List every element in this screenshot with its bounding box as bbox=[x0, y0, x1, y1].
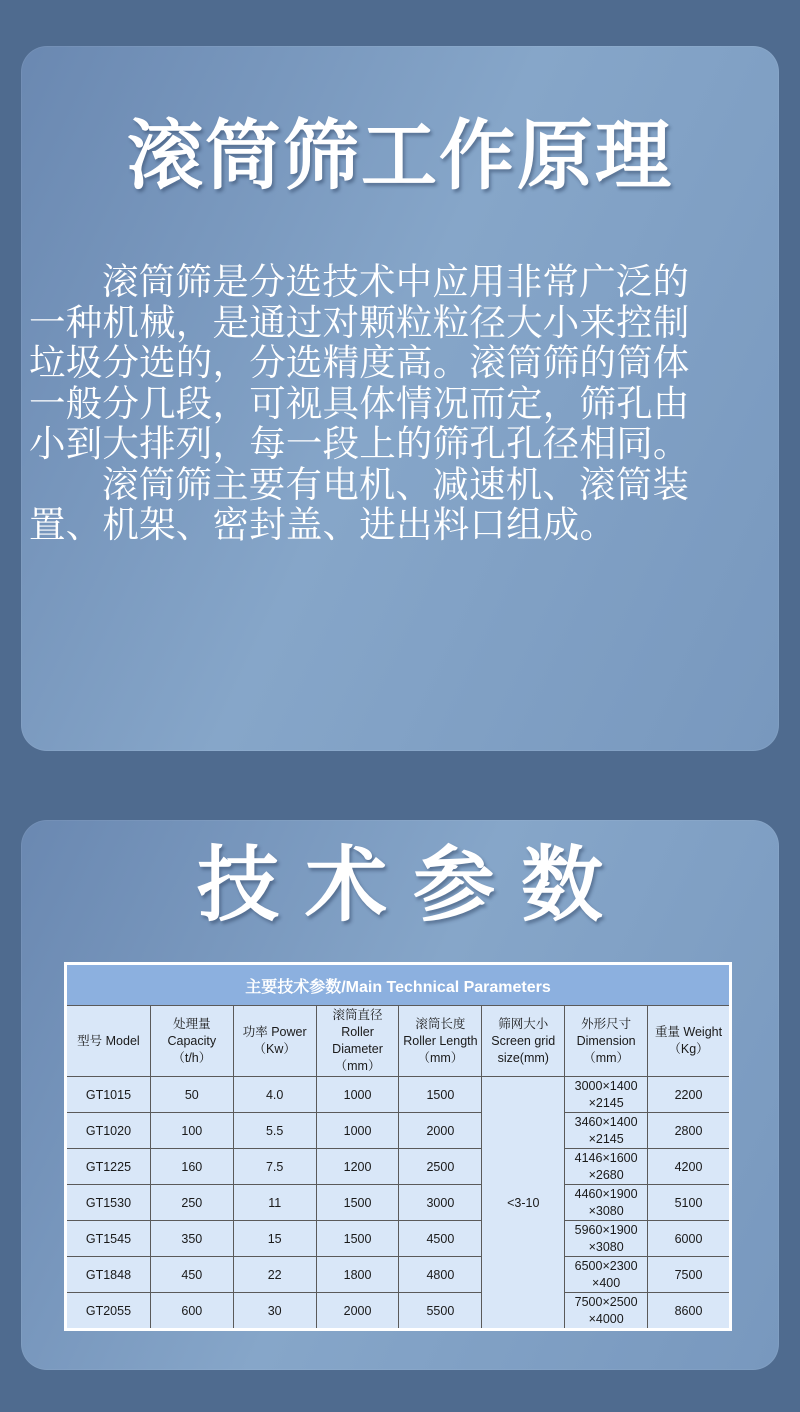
cell-roller-length: 3000 bbox=[399, 1185, 482, 1221]
cell-weight: 7500 bbox=[648, 1257, 731, 1293]
table-row bbox=[66, 1293, 731, 1330]
header-power: 功率 Power （Kw） bbox=[233, 1006, 316, 1077]
cell-power: 30 bbox=[233, 1293, 316, 1330]
cell-roller-diameter: 1200 bbox=[316, 1149, 399, 1185]
header-roller-diameter: 滚筒直径 Roller Diameter （mm） bbox=[316, 1006, 399, 1077]
header-dimension: 外形尺寸 Dimension （mm） bbox=[565, 1006, 648, 1077]
cell-model: GT1015 bbox=[66, 1077, 151, 1113]
cell-capacity: 250 bbox=[150, 1185, 233, 1221]
cell-weight: 4200 bbox=[648, 1149, 731, 1185]
table-caption: 主要技术参数/Main Technical Parameters bbox=[66, 964, 731, 1006]
table-row bbox=[66, 1149, 731, 1185]
table-row bbox=[66, 1221, 731, 1257]
cell-dimension: 3460×1400 ×2145 bbox=[565, 1113, 648, 1149]
cell-power: 4.0 bbox=[233, 1077, 316, 1113]
cell-model: GT1848 bbox=[66, 1257, 151, 1293]
cell-roller-length: 2000 bbox=[399, 1113, 482, 1149]
cell-weight: 8600 bbox=[648, 1293, 731, 1330]
table-header-row bbox=[66, 1006, 731, 1077]
cell-roller-length: 4800 bbox=[399, 1257, 482, 1293]
cell-capacity: 50 bbox=[150, 1077, 233, 1113]
table-row bbox=[66, 1113, 731, 1149]
working-principle-text bbox=[29, 262, 719, 546]
header-capacity: 处理量 Capacity （t/h） bbox=[150, 1006, 233, 1077]
cell-dimension: 4460×1900 ×3080 bbox=[565, 1185, 648, 1221]
cell-roller-diameter: 2000 bbox=[316, 1293, 399, 1330]
cell-model: GT2055 bbox=[66, 1293, 151, 1330]
cell-roller-diameter: 1500 bbox=[316, 1185, 399, 1221]
cell-dimension: 6500×2300 ×400 bbox=[565, 1257, 648, 1293]
cell-power: 22 bbox=[233, 1257, 316, 1293]
table-row bbox=[66, 1077, 731, 1113]
cell-power: 15 bbox=[233, 1221, 316, 1257]
cell-capacity: 600 bbox=[150, 1293, 233, 1330]
working-principle-title: 滚筒筛工作原理 bbox=[127, 111, 673, 200]
cell-model: GT1545 bbox=[66, 1221, 151, 1257]
header-screen-grid-size: 筛网大小 Screen grid size(mm) bbox=[482, 1006, 565, 1077]
cell-model: GT1225 bbox=[66, 1149, 151, 1185]
header-model: 型号 Model bbox=[66, 1006, 151, 1077]
principle-paragraph-1: 滚筒筛是分选技术中应用非常广泛的一种机械，是通过对颗粒粒径大小来控制垃圾分选的，分选精度高。滚筒筛的筒体一般分几段，可视具体情况而定，筛孔由小到大排列，每一段上的筛孔孔径相同。 bbox=[29, 260, 690, 465]
cell-weight: 2800 bbox=[648, 1113, 731, 1149]
cell-capacity: 160 bbox=[150, 1149, 233, 1185]
cell-dimension: 7500×2500 ×4000 bbox=[565, 1293, 648, 1330]
cell-capacity: 100 bbox=[150, 1113, 233, 1149]
cell-roller-length: 1500 bbox=[399, 1077, 482, 1113]
cell-roller-diameter: 1000 bbox=[316, 1077, 399, 1113]
table-row bbox=[66, 1257, 731, 1293]
cell-power: 7.5 bbox=[233, 1149, 316, 1185]
cell-model: GT1020 bbox=[66, 1113, 151, 1149]
cell-roller-diameter: 1500 bbox=[316, 1221, 399, 1257]
principle-paragraph-2: 滚筒筛主要有电机、减速机、滚筒装置、机架、密封盖、进出料口组成。 bbox=[29, 462, 690, 546]
header-weight: 重量 Weight （Kg） bbox=[648, 1006, 731, 1077]
technical-parameters-title: 技术参数 bbox=[196, 838, 629, 933]
cell-roller-diameter: 1800 bbox=[316, 1257, 399, 1293]
cell-weight: 5100 bbox=[648, 1185, 731, 1221]
header-roller-length: 滚筒长度 Roller Length （mm） bbox=[399, 1006, 482, 1077]
cell-roller-length: 4500 bbox=[399, 1221, 482, 1257]
cell-power: 5.5 bbox=[233, 1113, 316, 1149]
cell-power: 11 bbox=[233, 1185, 316, 1221]
cell-roller-length: 5500 bbox=[399, 1293, 482, 1330]
cell-dimension: 5960×1900 ×3080 bbox=[565, 1221, 648, 1257]
table-row bbox=[66, 1185, 731, 1221]
cell-capacity: 350 bbox=[150, 1221, 233, 1257]
parameters-table bbox=[64, 962, 732, 1331]
cell-dimension: 4146×1600 ×2680 bbox=[565, 1149, 648, 1185]
cell-dimension: 3000×1400 ×2145 bbox=[565, 1077, 648, 1113]
cell-screen-grid-size: <3-10 bbox=[482, 1077, 565, 1330]
cell-capacity: 450 bbox=[150, 1257, 233, 1293]
cell-model: GT1530 bbox=[66, 1185, 151, 1221]
cell-roller-length: 2500 bbox=[399, 1149, 482, 1185]
cell-weight: 6000 bbox=[648, 1221, 731, 1257]
cell-weight: 2200 bbox=[648, 1077, 731, 1113]
cell-roller-diameter: 1000 bbox=[316, 1113, 399, 1149]
